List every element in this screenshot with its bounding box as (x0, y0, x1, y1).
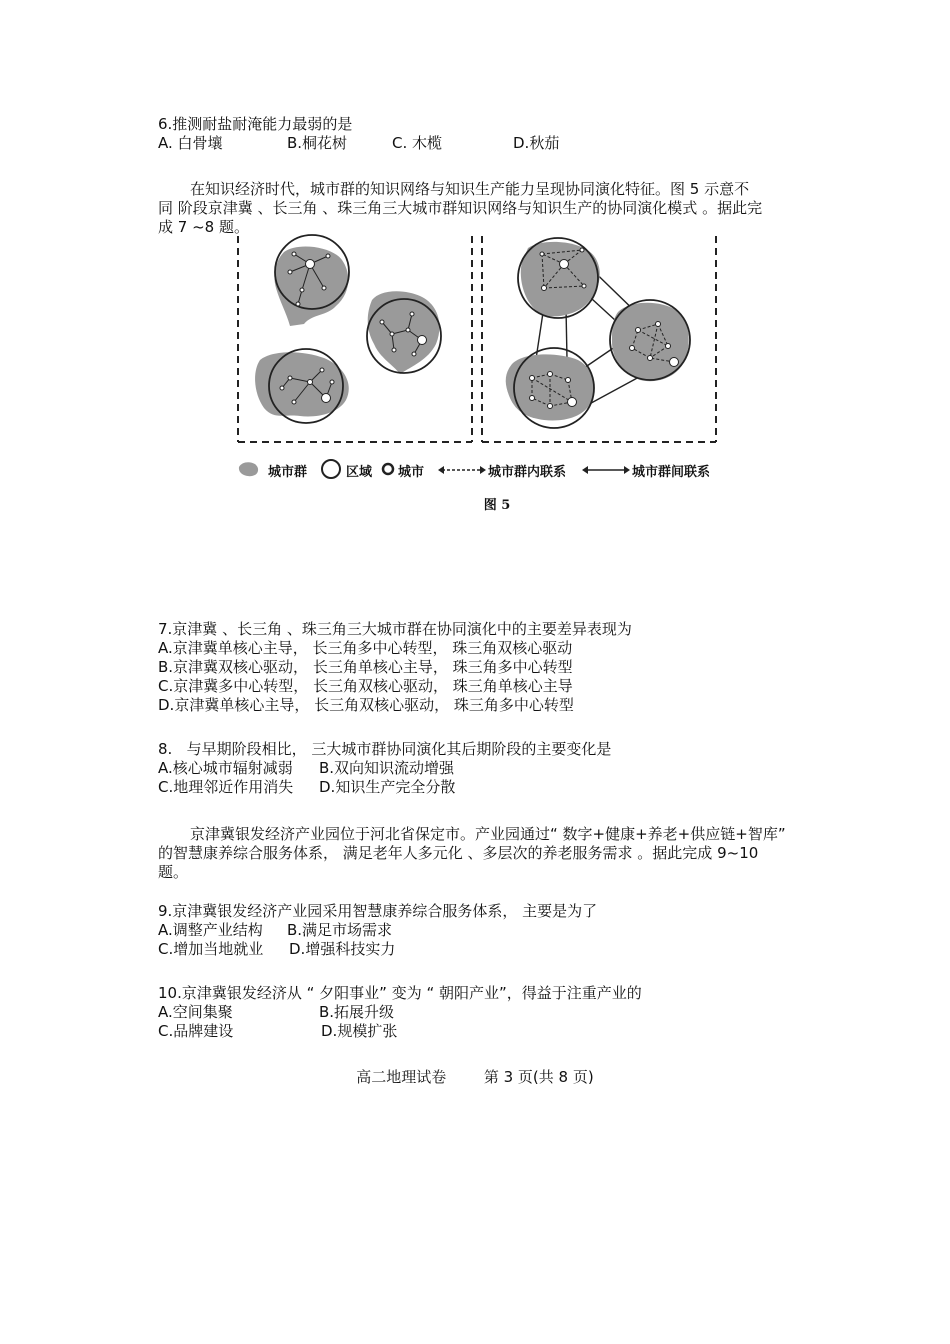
late-cluster-yrd (610, 300, 690, 381)
intro2-line1: 京津冀银发经济产业园位于河北省保定市。产业园通过“ 数字+健康+养老+供应链+智库” (190, 825, 786, 843)
q6-stem: 6.推测耐盐耐淹能力最弱的是 (158, 115, 353, 133)
footer-subject: 高二地理试卷 (356, 1068, 447, 1086)
legend-city-icon (380, 461, 396, 477)
q10-option-a: A.空间集聚 (158, 1003, 233, 1021)
q6-option-a: A. 白骨壤 (158, 134, 223, 152)
late-cluster-prd (506, 348, 594, 428)
early-cluster-yrd (367, 291, 441, 374)
footer-page-number: 第 3 页(共 8 页) (483, 1068, 594, 1086)
late-cluster-jjj (518, 238, 600, 318)
legend-city-cluster: 城市群 (268, 465, 308, 480)
q8-option-d: D.知识生产完全分散 (319, 778, 456, 796)
q7-option-a: A.京津冀单核心主导， 长三角多中心转型， 珠三角双核心驱动 (158, 639, 573, 657)
page-footer (0, 1066, 950, 1087)
q7-option-d: D.京津冀单核心主导， 长三角双核心驱动， 珠三角多中心转型 (158, 696, 574, 714)
q10-option-d: D.规模扩张 (321, 1022, 398, 1040)
intro1-line1: 在知识经济时代，城市群的知识网络与知识生产能力呈现协同演化特征。图 5 示意不 (190, 180, 750, 198)
intro2-line3: 题。 (158, 863, 189, 881)
q7-option-c: C.京津冀多中心转型， 长三角双核心驱动， 珠三角单核心主导 (158, 677, 573, 695)
q6-option-b: B.桐花树 (287, 134, 348, 152)
legend-inter-link-icon (582, 464, 630, 476)
intro1-line3: 成 7 ~8 题。 (158, 218, 249, 236)
q9-option-c: C.增加当地就业 (158, 940, 264, 958)
early-cluster-prd (255, 349, 349, 423)
legend-region-icon (320, 458, 342, 480)
q10-stem: 10.京津冀银发经济从 “ 夕阳事业” 变为 “ 朝阳产业”，得益于注重产业的 (158, 984, 642, 1002)
q10-option-b: B.拓展升级 (319, 1003, 395, 1021)
intro1-line2: 同 阶段京津冀 、长三角 、珠三角三大城市群知识网络与知识生产的协同演化模式 。据此完 (158, 199, 763, 217)
q9-stem: 9.京津冀银发经济产业园采用智慧康养综合服务体系， 主要是为了 (158, 902, 598, 920)
q9-option-a: A.调整产业结构 (158, 921, 263, 939)
figure-5-diagram (232, 234, 722, 454)
intro2-line2: 的智慧康养综合服务体系， 满足老年人多元化 、多层次的养老服务需求 。据此完成 9~10 (158, 844, 759, 862)
legend-inter-link: 城市群间联系 (632, 465, 711, 480)
q10-option-c: C.品牌建设 (158, 1022, 234, 1040)
q6-option-c: C. 木榄 (392, 134, 443, 152)
q7-option-b: B.京津冀双核心驱动， 长三角单核心主导， 珠三角多中心转型 (158, 658, 573, 676)
q6-option-d: D.秋茄 (513, 134, 560, 152)
legend-region: 区域 (346, 465, 373, 480)
figure-5 (232, 234, 722, 514)
early-cluster-jjj (274, 235, 349, 326)
figure-legend (232, 456, 722, 482)
q9-option-d: D.增强科技实力 (289, 940, 396, 958)
legend-intra-link: 城市群内联系 (488, 465, 567, 480)
q8-option-c: C.地理邻近作用消失 (158, 778, 294, 796)
q8-option-b: B.双向知识流动增强 (319, 759, 455, 777)
q7-stem: 7.京津冀 、长三角 、珠三角三大城市群在协同演化中的主要差异表现为 (158, 620, 632, 638)
figure-caption: 图 5 (483, 498, 511, 513)
q8-stem: 8. 与早期阶段相比， 三大城市群协同演化其后期阶段的主要变化是 (158, 740, 612, 758)
legend-city-cluster-swatch (236, 459, 262, 479)
legend-intra-link-icon (438, 464, 486, 476)
legend-city: 城市 (398, 465, 425, 480)
q8-option-a: A.核心城市辐射减弱 (158, 759, 293, 777)
q9-option-b: B.满足市场需求 (287, 921, 393, 939)
